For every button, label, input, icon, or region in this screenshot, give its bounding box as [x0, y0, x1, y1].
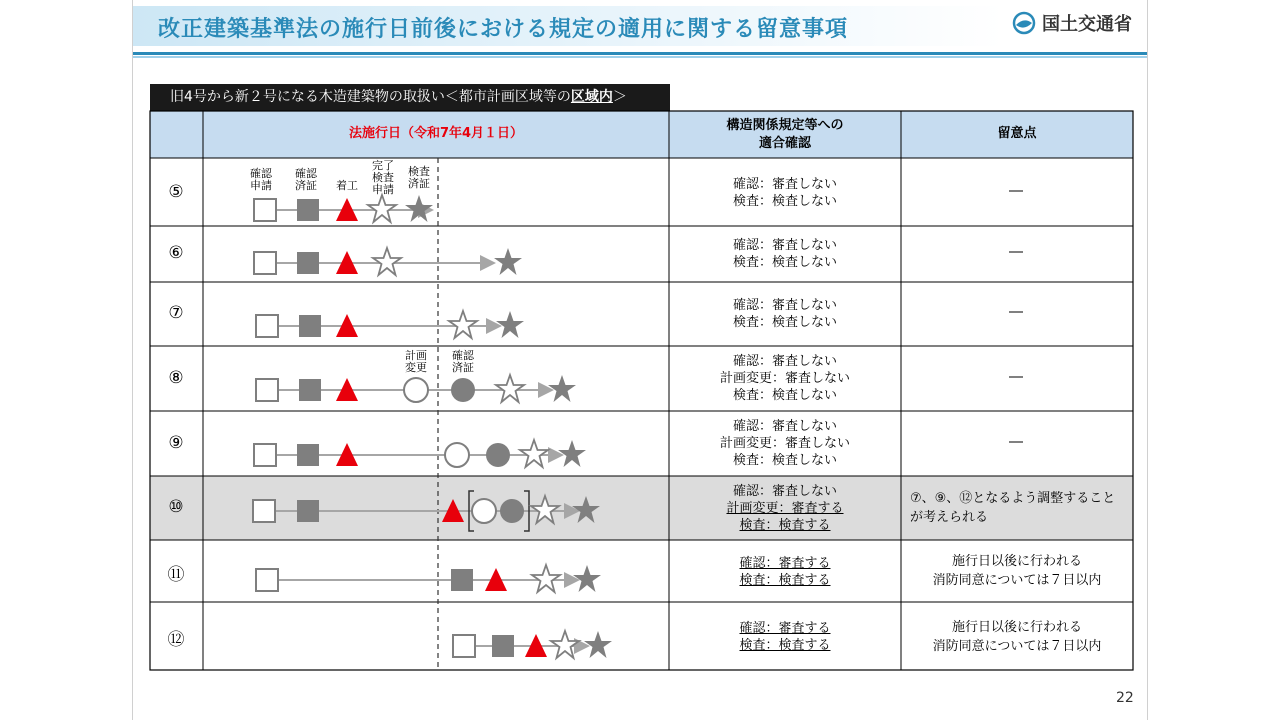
timeline-row-9 [254, 440, 586, 467]
label-plan-change: 計画 変更 [405, 349, 427, 374]
note-row-6: ― [1009, 244, 1023, 260]
subheading-prefix: 旧4号から新２号になる木造建築物の取扱い＜都市計画区域等の [170, 89, 571, 105]
conformity-row-9: 確認：審査しない 計画変更：審査しない 検査：検査しない [719, 419, 850, 468]
label-construction: 着工 [336, 179, 358, 192]
conformity-row-11: 確認：審査する 検査：検査する [739, 556, 831, 588]
note-row-8: ― [1009, 369, 1023, 385]
subheading-emphasis: 区域内 [570, 89, 613, 105]
row-number-11: ⑪ [167, 565, 185, 585]
conformity-row-5: 確認：審査しない 検査：検査しない [732, 177, 837, 209]
timeline-row-11 [256, 565, 601, 592]
plan-change-circle [404, 378, 428, 402]
subheading-suffix: ＞ [612, 89, 627, 105]
completion-star-outline [368, 195, 396, 222]
row-number-12: ⑫ [167, 630, 185, 650]
header-conformity-l1: 構造関係規定等への [726, 118, 844, 133]
conformity-row-8: 確認：審査しない 計画変更：審査しない 検査：検査しない [719, 354, 850, 403]
conformity-row-7: 確認：審査しない 検査：検査しない [732, 298, 837, 330]
header-notes: 留意点 [997, 126, 1037, 141]
header-timeline: 法施行日（令和7年4月１日） [348, 126, 524, 141]
header-conformity-l2: 適合確認 [758, 136, 811, 151]
row-number-9: ⑨ [168, 433, 184, 453]
plan-change-permit-circle [451, 378, 475, 402]
label-permit: 確認 済証 [295, 167, 317, 192]
inspection-star-filled [405, 195, 433, 222]
conformity-row-10: 確認：審査しない 計画変更：審査する 検査：検査する [726, 484, 844, 533]
row-number-8: ⑧ [168, 368, 184, 388]
label-plan-change-permit: 確認 済証 [452, 349, 474, 374]
note-row-5: ― [1009, 183, 1023, 199]
label-inspection-certificate: 検査 済証 [408, 165, 430, 190]
timeline-row-7 [256, 311, 524, 338]
timeline-row-8 [256, 375, 576, 402]
timeline-row-6 [254, 248, 522, 275]
page-number: 22 [1116, 690, 1134, 706]
row-number-5: ⑤ [168, 182, 184, 202]
note-row-11: 施行日以後に行われる 消防同意については７日以内 [932, 554, 1102, 588]
application-square [254, 199, 276, 221]
conformity-row-12: 確認：審査する 検査：検査する [739, 621, 831, 653]
note-row-10: ⑦、⑨、⑫となるよう調整すること が考えられる [910, 491, 1116, 525]
permit-square [297, 199, 319, 221]
label-application: 確認 申請 [250, 167, 272, 192]
timeline-row-12 [453, 631, 612, 658]
note-row-7: ― [1009, 304, 1023, 320]
label-completion-application: 完了 検査 申請 [372, 159, 394, 196]
timeline-row-5 [254, 195, 433, 222]
page-title: 改正建築基準法の施行日前後における規定の適用に関する留意事項 [158, 17, 849, 42]
conformity-row-6: 確認：審査しない 検査：検査しない [732, 238, 837, 270]
note-row-9: ― [1009, 434, 1023, 450]
header-conformity [669, 117, 901, 153]
note-row-12: 施行日以後に行われる 消防同意については７日以内 [932, 620, 1102, 654]
row-number-7: ⑦ [168, 303, 184, 323]
mlit-logo-text: 国土交通省 [1042, 14, 1132, 35]
row-number-6: ⑥ [168, 243, 184, 263]
row-number-10: ⑩ [168, 497, 184, 517]
